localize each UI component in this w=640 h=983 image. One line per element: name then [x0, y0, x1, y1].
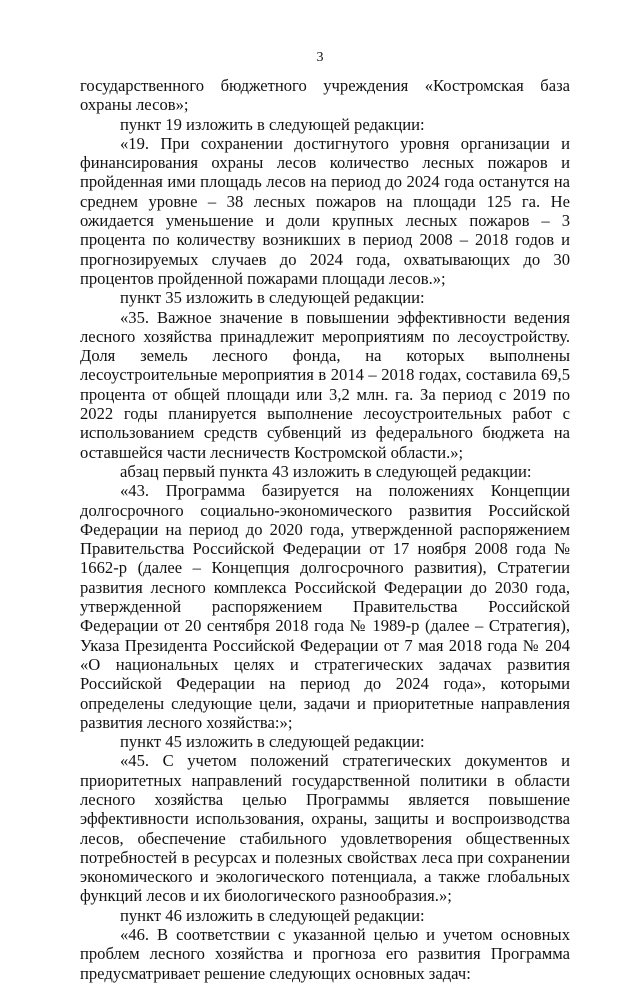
paragraph-instruction-19: пункт 19 изложить в следующей редакции: — [120, 114, 425, 134]
document-body — [80, 76, 570, 983]
paragraph-intro-continuation: государственного бюджетного учреждения «Костромская база охраны лесов»; — [80, 76, 570, 115]
paragraph-clause-35: «35. Важное значение в повышении эффективности ведения лесного хозяйства принадлежит мероприятиям по лесоустройству. Доля земель лесного фонда, на которых выполнены лесоустроительные мероприятия в 2014 – 2018 годах, составила 69,5 процента от общей площади или 3,2 млн. га. За период с 2019 по 2022 годы планируется выполнение лесоустроительных работ с использованием средств субвенций из федерального бюджета на оставшейся части лесничеств Костромской области.»; — [80, 307, 570, 462]
paragraph-instruction-45: пункт 45 изложить в следующей редакции: — [120, 732, 425, 752]
paragraph-clause-43: «43. Программа базируется на положениях Концепции долгосрочного социально-экономического развития Российской Федерации на период до 2020 года, утвержденной распоряжением Правительства Российской Федерации от 17 ноября 2008 года № 1662-р (далее – Концепция долгосрочного развития), Стратегии развития лесного комплекса Российской Федерации до 2030 года, утвержденной распоряжением Правительства Российской Федерации от 20 сентября 2018 года № 1989-р (далее – Стратегия), Указа Президента Российской Федерации от 7 мая 2018 года № 204 «О национальных целях и стратегических задачах развития Российской Федерации на период до 2024 года», которыми определены следующие цели, задачи и приоритетные направления развития лесного хозяйства:»; — [80, 481, 570, 732]
paragraph-clause-46: «46. В соответствии с указанной целью и учетом основных проблем лесного хозяйства и прогноза его развития Программа предусматривает решение следующих основных задач: — [80, 925, 570, 983]
paragraph-clause-45: «45. С учетом положений стратегических документов и приоритетных направлений государственной политики в области лесного хозяйства целью Программы является повышение эффективности использования, охраны, защиты и воспроизводства лесов, обеспечение стабильного удовлетворения общественных потребностей в ресурсах и полезных свойствах леса при сохранении экономического и экологического потенциала, а также глобальных функций лесов и их биологического разнообразия.»; — [80, 751, 570, 906]
paragraph-instruction-43: абзац первый пункта 43 изложить в следующей редакции: — [120, 461, 532, 481]
paragraph-instruction-35: пункт 35 изложить в следующей редакции: — [120, 288, 425, 308]
paragraph-clause-19: «19. При сохранении достигнутого уровня организации и финансирования охраны лесов количество лесных пожаров и пройденная ими площадь лесов на период до 2024 года останутся на среднем уровне – 38 лесных пожаров на площади 125 га. Не ожидается уменьшение и доли крупных лесных пожаров – 3 процента по количеству возникших в период 2008 – 2018 годов и прогнозируемых случаев до 2024 года, охватывающих до 30 процентов пройденной пожарами площади лесов.»; — [80, 133, 570, 288]
page-number: 3 — [316, 50, 324, 65]
paragraph-instruction-46: пункт 46 изложить в следующей редакции: — [120, 905, 425, 925]
